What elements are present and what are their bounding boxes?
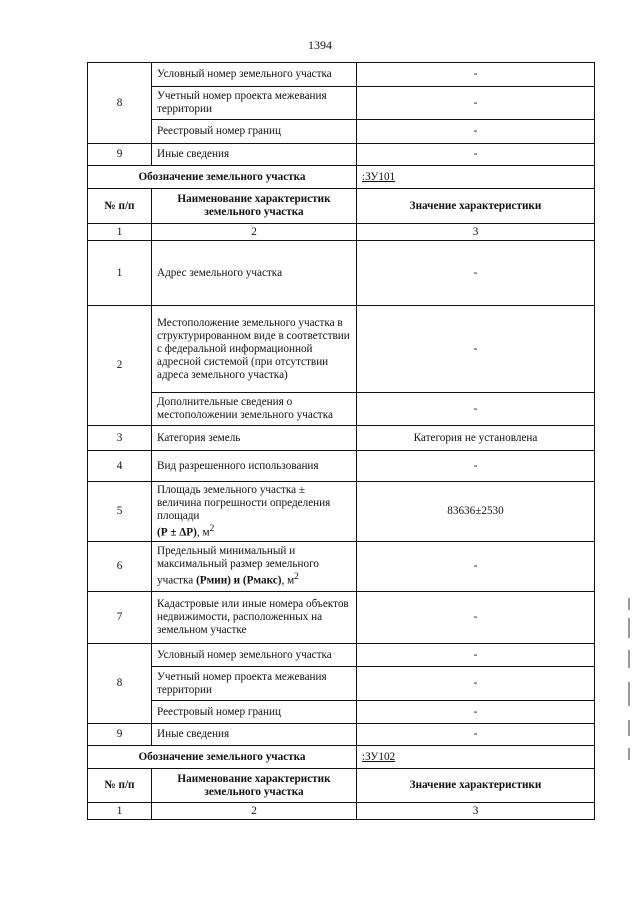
characteristic-value: -: [357, 393, 595, 426]
characteristic-label: [152, 542, 357, 592]
row-number: 1: [88, 241, 152, 306]
characteristic-value: -: [357, 63, 595, 87]
characteristic-label: [152, 482, 357, 542]
column-number-row: [88, 803, 595, 820]
characteristic-value: -: [357, 667, 595, 701]
table-row: [88, 667, 595, 701]
table-row: [88, 451, 595, 482]
characteristic-value: -: [357, 644, 595, 667]
characteristic-value: -: [357, 241, 595, 306]
characteristic-label: Кадастровые или иные номера объектов недвижимости, расположенных на земельном участке: [152, 592, 357, 644]
table-row: [88, 241, 595, 306]
characteristic-label: Условный номер земельного участка: [152, 63, 357, 87]
column-number: 3: [357, 803, 595, 820]
header-num: № п/п: [88, 769, 152, 803]
characteristic-value: -: [357, 542, 595, 592]
designation-row: [88, 166, 595, 189]
header-num: № п/п: [88, 189, 152, 224]
characteristic-label: Реестровый номер границ: [152, 120, 357, 144]
scan-margin-mark: [628, 682, 630, 706]
parcel-designation: :ЗУ101: [362, 170, 396, 183]
size-unit: , м: [281, 574, 295, 587]
scan-margin-mark: [628, 598, 630, 610]
header-value: Значение характеристики: [357, 189, 595, 224]
characteristic-label: Условный номер земельного участка: [152, 644, 357, 667]
designation-label: Обозначение земельного участка: [88, 166, 357, 189]
characteristic-label: Иные сведения: [152, 144, 357, 166]
row-number: 7: [88, 592, 152, 644]
characteristic-value: -: [357, 87, 595, 120]
characteristic-label: Адрес земельного участка: [152, 241, 357, 306]
column-number: 1: [88, 803, 152, 820]
scan-margin-mark: [628, 748, 630, 760]
size-label: Предельный минимальный и максимальный размер земельного участка: [157, 545, 319, 587]
column-number: 2: [152, 224, 357, 241]
scan-margin-mark: [628, 618, 630, 638]
table-row: [88, 542, 595, 592]
area-label: Площадь земельного участка ± величина погрешности определения площади: [157, 483, 331, 522]
row-number: 6: [88, 542, 152, 592]
header-value: Значение характеристики: [357, 769, 595, 803]
area-unit: , м: [196, 526, 210, 539]
row-number: 3: [88, 426, 152, 451]
page-number: 1394: [308, 38, 332, 52]
characteristic-value: Категория не установлена: [357, 426, 595, 451]
row-number: 9: [88, 724, 152, 746]
column-number: 2: [152, 803, 357, 820]
characteristic-value: -: [357, 701, 595, 724]
designation-row: [88, 746, 595, 769]
designation-label: Обозначение земельного участка: [88, 746, 357, 769]
characteristic-label: Реестровый номер границ: [152, 701, 357, 724]
land-parcel-table: [87, 62, 595, 820]
scan-margin-mark: [628, 720, 630, 736]
characteristic-label: Дополнительные сведения о местоположении земельного участка: [152, 393, 357, 426]
row-number: 9: [88, 144, 152, 166]
characteristic-label: Вид разрешенного использования: [152, 451, 357, 482]
characteristic-value: -: [357, 120, 595, 144]
characteristic-label: Учетный номер проекта межевания территории: [152, 667, 357, 701]
characteristic-value: -: [357, 144, 595, 166]
table-row: [88, 644, 595, 667]
area-formula: (Р ± ΔР): [157, 526, 197, 539]
characteristic-label: Местоположение земельного участка в структурированном виде в соответствии с федеральной информационной адресной системой (при отсутствии адреса земельного участка): [152, 306, 357, 393]
table-row: [88, 393, 595, 426]
unit-superscript: 2: [294, 572, 299, 583]
row-number: 2: [88, 306, 152, 426]
characteristic-value: -: [357, 592, 595, 644]
column-number-row: [88, 224, 595, 241]
characteristic-label: Категория земель: [152, 426, 357, 451]
table-row: [88, 120, 595, 144]
row-number: 4: [88, 451, 152, 482]
size-formula: (Рмин) и (Рмакс): [196, 574, 282, 587]
characteristic-label: Учетный номер проекта межевания территории: [152, 87, 357, 120]
table-row: [88, 701, 595, 724]
column-number: 1: [88, 224, 152, 241]
characteristic-value: 83636±2530: [357, 482, 595, 542]
designation-value: [357, 166, 595, 189]
table-row: [88, 592, 595, 644]
characteristic-value: -: [357, 451, 595, 482]
header-name: Наименование характеристик земельного участка: [152, 189, 357, 224]
table-row: [88, 87, 595, 120]
header-row: [88, 189, 595, 224]
header-name: Наименование характеристик земельного участка: [152, 769, 357, 803]
table-row: [88, 482, 595, 542]
scan-margin-mark: [628, 650, 630, 668]
table-row: [88, 426, 595, 451]
table-row: [88, 724, 595, 746]
row-number: 5: [88, 482, 152, 542]
row-number: 8: [88, 63, 152, 144]
table-row: [88, 144, 595, 166]
table-row: [88, 306, 595, 393]
designation-value: [357, 746, 595, 769]
characteristic-value: -: [357, 724, 595, 746]
unit-superscript: 2: [209, 523, 215, 534]
row-number: 8: [88, 644, 152, 724]
header-row: [88, 769, 595, 803]
parcel-designation: :ЗУ102: [362, 750, 396, 763]
characteristic-value: -: [357, 306, 595, 393]
table-row: [88, 63, 595, 87]
column-number: 3: [357, 224, 595, 241]
characteristic-label: Иные сведения: [152, 724, 357, 746]
